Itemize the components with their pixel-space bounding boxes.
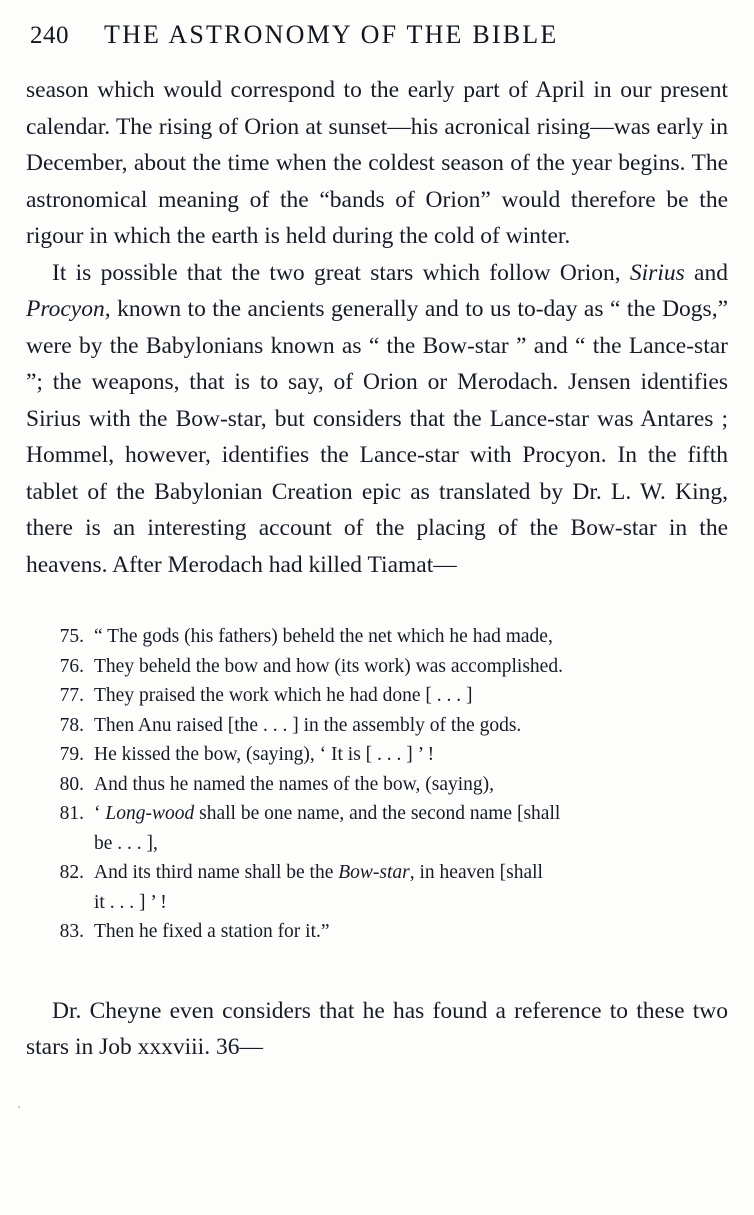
verse-number: 77. <box>59 685 84 706</box>
verse-text: He kissed the bow, (saying), ‘ It is [ . . . ] ’ ! <box>94 744 435 765</box>
verse-line <box>46 741 708 770</box>
closing-paragraph: Dr. Cheyne even considers that he has found a reference to these two stars in Job xxxviii. 36— <box>26 997 728 1060</box>
verse-line <box>46 623 708 652</box>
verse-line-continuation <box>46 889 708 918</box>
closing-paragraph-block <box>26 993 728 1066</box>
verse-number: 81. <box>59 803 84 824</box>
body-text <box>26 72 728 583</box>
verse-text-pre: ‘ <box>94 803 106 824</box>
verse-number: 83. <box>59 921 84 942</box>
verse-continuation-text: it . . . ] ’ ! <box>94 891 167 913</box>
verse-text-post: , in heaven [shall <box>409 862 543 883</box>
verse-text: Then he fixed a station for it.” <box>94 921 330 942</box>
running-title: THE ASTRONOMY OF THE BIBLE <box>104 20 559 49</box>
verse-text-pre: And its third name shall be the <box>94 862 339 883</box>
paragraph-2-italic-sirius: Sirius <box>629 259 685 286</box>
verse-line-continuation <box>46 830 708 859</box>
verse-number: 75. <box>59 626 84 647</box>
verse-text-italic: Long-wood <box>105 803 195 824</box>
verse-continuation-text: be . . . ], <box>94 832 158 854</box>
verse-text: And thus he named the names of the bow, (saying), <box>94 773 495 795</box>
verse-text-italic: Bow-star <box>338 862 410 883</box>
paragraph-2-italic-procyon: Procyon, <box>26 296 111 322</box>
verse-line <box>46 653 708 682</box>
verse-line <box>46 771 708 800</box>
verse-line <box>46 682 708 711</box>
paragraph-2-segment-2: and <box>684 259 728 286</box>
verse-number: 78. <box>59 714 84 736</box>
verse-text: “ The gods (his fathers) beheld the net which he had made, <box>94 626 553 647</box>
verse-line <box>46 859 708 888</box>
verse-text: They beheld the bow and how (its work) was accomplished. <box>94 655 563 677</box>
page-header <box>30 0 724 50</box>
page-number: 240 <box>30 22 69 49</box>
verse-text-post: shall be one name, and the second name [shall <box>194 803 561 824</box>
verse-text: They praised the work which he had done [ . . . ] <box>94 685 473 706</box>
verse-line <box>46 800 708 829</box>
paragraph-1: season which would correspond to the early part of April in our present calendar. The rising of Orion at sunset—his acronical rising—was early in December, about the time when the coldest season of the year begins. The astronomical meaning of the “bands of Orion” would therefore be the rigour in which the earth is held during the cold of winter. <box>26 77 728 249</box>
verse-text: Then Anu raised [the . . . ] in the assembly of the gods. <box>94 714 522 736</box>
verse-line <box>46 918 708 947</box>
verse-number: 76. <box>59 655 84 677</box>
paragraph-2 <box>26 255 728 584</box>
paper-speck <box>18 1106 20 1108</box>
verse-text <box>94 859 708 888</box>
verse-text <box>94 800 708 829</box>
verse-line <box>46 712 708 741</box>
verse-number: 79. <box>59 744 84 765</box>
verse-number: 80. <box>59 773 84 795</box>
verse-number: 82. <box>59 862 84 883</box>
paragraph-2-segment-1: It is possible that the two great stars which follow Orion, <box>52 259 630 286</box>
paragraph-2-segment-3: known to the ancients generally and to us to-day as “ the Dogs,” were by the Babylonians known as “ the Bow-star ” and “ the Lance-star ”; the weapons, that is to say, of Orion or Merodach. Jensen identifies Sirius with the Bow-star, but considers that the Lance-star was Antares ; Hommel, however, identifies the Lance-star with Procyon. In the fifth tablet of the Babylonian Creation epic as translated by Dr. L. W. King, there is an interesting account of the placing of the Bow-star in the heavens. After Merodach had killed Tiamat— <box>26 296 728 578</box>
quoted-tablet-lines <box>46 623 708 947</box>
